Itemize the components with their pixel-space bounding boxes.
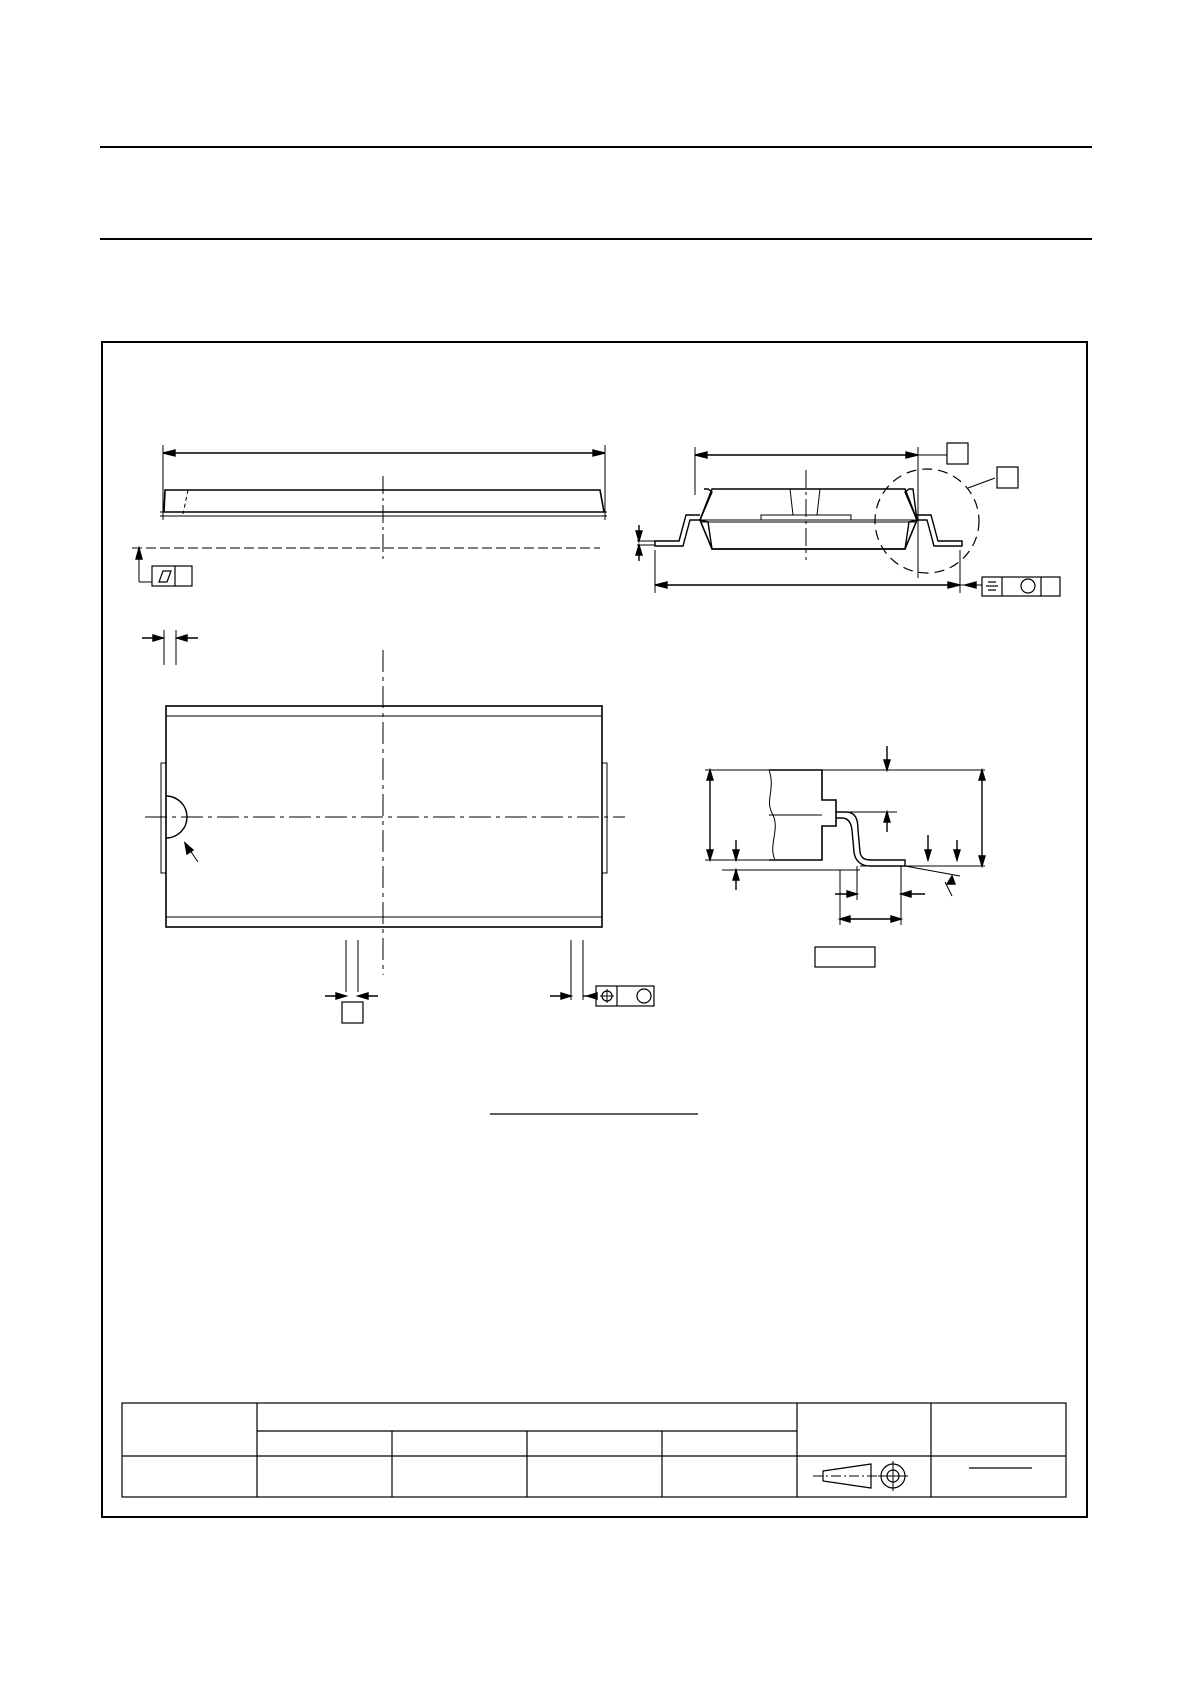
- top-view: [142, 630, 654, 1023]
- detail-view: [705, 746, 985, 967]
- outline-version-table: [122, 1403, 1066, 1497]
- projection-symbol-icon: [813, 1461, 908, 1491]
- side-view: [132, 445, 607, 586]
- end-view: [636, 443, 1060, 596]
- flatness-icon: [159, 571, 171, 582]
- position-icon: [1021, 579, 1035, 593]
